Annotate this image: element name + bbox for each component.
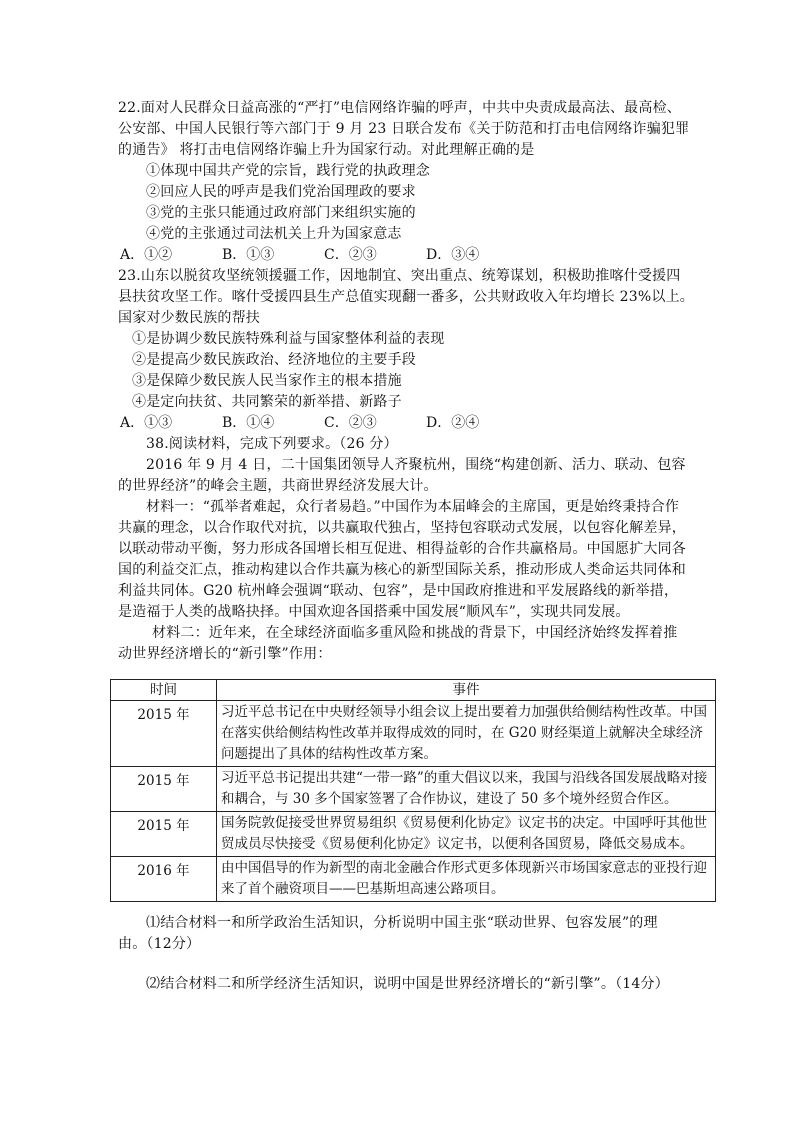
q22-stem-line-2: 公安部、中国人民银行等六部门于 9 月 23 日联合发布《关于防范和打击电信网络诈骗犯罪 [118,121,690,137]
material1-line-4: 国的利益交汇点，推动构建以合作共赢为核心的新型国际关系，推动形成人类命运共同体和 [118,562,686,578]
q22-option-d: D．③④ [426,247,480,263]
q22-options [120,245,528,265]
sub-question-2: ⑵结合材料二和所学经济生活知识，说明中国是世界经济增长的“新引擎”。（14分） [146,976,669,992]
row-event: 国务院敦促接受世界贸易组织《贸易便利化协定》议定书的决定。中国呼吁其他世贸成员尽快接受《贸易便利化协定》议定书，以便利各国贸易，降低交易成本。 [217,812,716,857]
events-table-header [111,680,716,701]
q23-option-d: D．②④ [426,415,480,431]
q23-option-c: C．②③ [324,415,377,431]
q23-stem-line-2: 县扶贫攻坚工作。喀什受援四县生产总值实现翻一番多，公共财政收入年均增长 23%以上。 [118,289,694,305]
row-time: 2015 年 [111,812,217,857]
table-row [111,812,716,857]
row-time: 2015 年 [111,767,217,812]
table-row [111,701,716,767]
events-table [110,679,716,902]
material1-line-2: 共赢的理念，以合作取代对抗，以共赢取代独占，坚持包容联动式发展，以包容化解差异， [118,520,686,536]
q22-stem-line-3: 的通告》 将打击电信网络诈骗上升为国家行动。对此理解正确的是 [118,142,535,158]
material1-line-1: 材料一：“孤举者难起，众行者易趋。”中国作为本届峰会的主席国，更是始终秉持合作 [146,499,680,515]
q22-option-c: C．②③ [324,247,377,263]
row-event: 习近平总书记提出共建“一带一路”的重大倡议以来，我国与沿线各国发展战略对接和耦合，与 30 多个国家签署了合作协议，建设了 50 多个境外经贸合作区。 [217,767,716,812]
header-time: 时间 [111,680,217,701]
q23-option-b: B．①④ [222,415,275,431]
q22-item-1: ①体现中国共产党的宗旨，践行党的执政理念 [146,163,430,179]
row-time: 2016 年 [111,857,217,902]
q23-item-2: ②是提高少数民族政治、经济地位的主要手段 [132,352,416,368]
q22-stem-line-1: 22.面对人民群众日益高涨的“严打”电信网络诈骗的呼声，中共中央责成最高法、最高检、 [118,100,681,116]
q23-item-4: ④是定向扶贫、共同繁荣的新举措、新路子 [132,394,402,410]
q22-item-3: ③党的主张只能通过政府部门来组织实施的 [146,205,416,221]
row-event: 由中国倡导的作为新型的南北金融合作形式更多体现新兴市场国家意志的亚投行迎来了首个融资项目——巴基斯坦高速公路项目。 [217,857,716,902]
q22-option-a: A．①② [120,247,173,263]
sub-question-1-line-2: 由。（12分） [118,936,201,952]
material1-line-3: 以联动带动平衡，努力形成各国增长相互促进、相得益彰的合作共赢格局。中国愿扩大同各 [118,541,686,557]
q22-item-2: ②回应人民的呼声是我们党治国理政的要求 [146,184,416,200]
header-event: 事件 [217,680,716,701]
sub-question-1-line-1: ⑴结合材料一和所学政治生活知识，分析说明中国主张“联动世界、包容发展”的理 [146,915,658,931]
row-event: 习近平总书记在中央财经领导小组会议上提出要着力加强供给侧结构性改革。中国在落实供给侧结构性改革并取得成效的同时，在 G20 财经渠道上就解决全球经济问题提出了具体的结构性改革方案。 [217,701,716,767]
q23-stem-line-3: 国家对少数民族的帮扶 [118,310,260,326]
material2-line-2: 动世界经济增长的“新引擎”作用： [118,646,332,662]
q38-heading: 38.阅读材料，完成下列要求。（26 分） [146,436,398,452]
q38-intro-line-2: 的世界经济”的峰会主题，共商世界经济发展大计。 [118,478,438,494]
q23-option-a: A．①③ [120,415,173,431]
q38-intro-line-1: 2016 年 9 月 4 日，二十国集团领导人齐聚杭州，围绕“构建创新、活力、联动、包容 [146,457,686,473]
material1-line-5: 利益共同体。G20 杭州峰会强调“联动、包容”，是中国政府推进和平发展路线的新举措， [118,583,679,599]
q23-item-1: ①是协调少数民族特殊利益与国家整体利益的表现 [132,331,445,347]
table-row [111,767,716,812]
material1-line-6: 是造福于人类的战略抉择。中国欢迎各国搭乘中国发展“顺风车”，实现共同发展。 [118,604,630,620]
q23-stem-line-1: 23.山东以脱贫攻坚统领援疆工作，因地制宜、突出重点、统筹谋划，积极助推喀什受援四 [118,268,681,284]
material2-line-1: 材料二：近年来，在全球经济面临多重风险和挑战的背景下，中国经济始终发挥着推 [152,625,678,641]
q23-item-3: ③是保障少数民族人民当家作主的根本措施 [132,373,402,389]
q22-item-4: ④党的主张通过司法机关上升为国家意志 [146,226,402,242]
q22-option-b: B．①③ [222,247,275,263]
table-row [111,857,716,902]
q23-options [120,413,528,433]
row-time: 2015 年 [111,701,217,767]
